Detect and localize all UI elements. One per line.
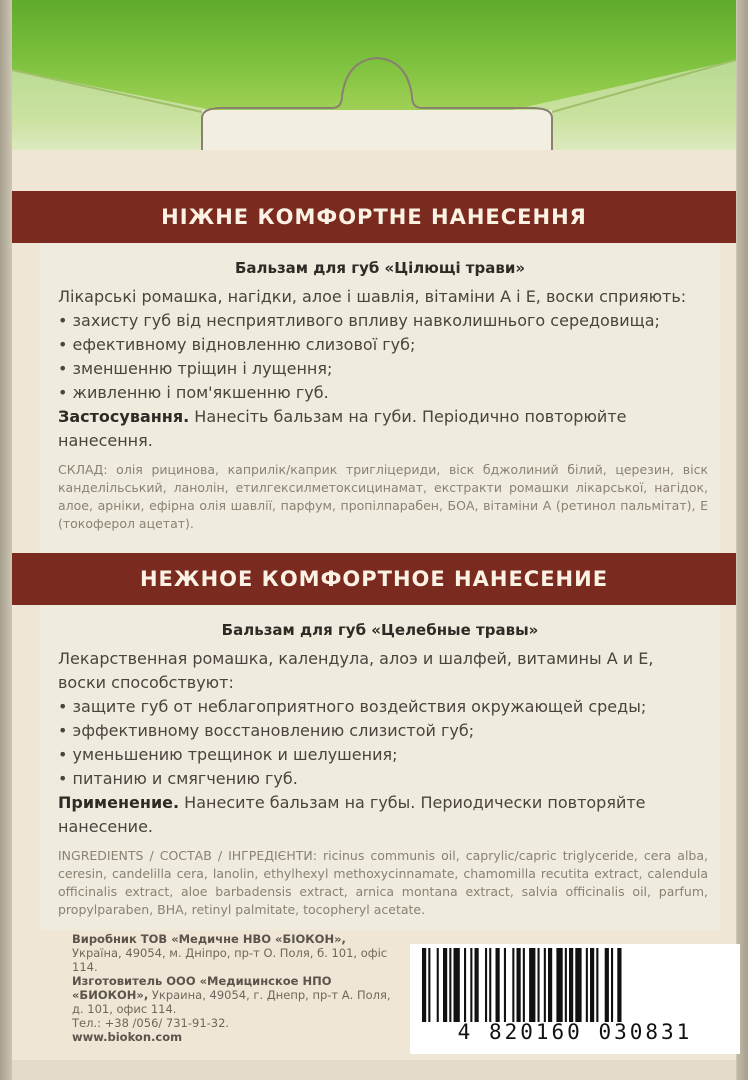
- list-item: • питанию и смягчению губ.: [58, 767, 706, 791]
- barcode-bar: [569, 948, 573, 1022]
- list-item: • защите губ от неблагоприятного воздействия окружающей среды;: [58, 695, 706, 719]
- barcode-bar: [489, 948, 491, 1022]
- barcode-bar: [605, 948, 609, 1022]
- barcode-bar: [517, 948, 521, 1022]
- barcode-bar: [617, 948, 621, 1022]
- barcode: [410, 944, 740, 1054]
- barcode-bar: [496, 948, 500, 1022]
- ru-description: [58, 647, 706, 839]
- barcode-bar: [556, 948, 562, 1022]
- barcode-bar: [449, 948, 451, 1022]
- barcode-bar: [611, 948, 613, 1022]
- barcode-bar: [575, 948, 581, 1022]
- phone: Тел.: +38 /056/ 731-91-32.: [72, 1016, 230, 1030]
- green-header: [12, 0, 736, 150]
- manufacturer-info: [72, 932, 392, 1030]
- barcode-bar: [529, 948, 535, 1022]
- box-left-edge: [0, 0, 12, 1080]
- ru-usage: [58, 791, 706, 839]
- ua-usage-text: Нанесіть бальзам на губи. Періодично повторюйте нанесення.: [58, 407, 627, 450]
- barcode-bar: [544, 948, 546, 1022]
- ru-intro: Лекарственная ромашка, календула, алоэ и шалфей, витамины А и Е, воски способствуют:: [58, 649, 654, 692]
- list-item: • живленню і пом'якшенню губ.: [58, 381, 706, 405]
- barcode-bar: [470, 948, 472, 1022]
- ru-manufacturer-address: Украина, 49054, г. Днепр, пр-т А. Поля, д. 101, офис 114.: [72, 988, 391, 1016]
- barcode-bar: [586, 948, 588, 1022]
- ru-benefits-list: [58, 695, 706, 791]
- barcode-bar: [596, 948, 598, 1022]
- list-item: • эффективному восстановлению слизистой губ;: [58, 719, 706, 743]
- website: www.biokon.com: [72, 1030, 183, 1044]
- ingredients-list: INGREDIENTS / СОСТАВ / ІНГРЕДІЄНТИ: ricinus communis oil, caprylic/capric triglyceride, cera alba, ceresin, candelilla cera, lanolin, ethylhexyl methoxycinnamate, chamomilla recutita extract, calendula officinalis extract, aloe barbadensis extract, arnica montana extract, salvia officinalis oil, parfum, propylparaben, BHA, retinyl palmitate, tocopheryl acetate.: [58, 848, 708, 917]
- ua-benefits-list: [58, 309, 706, 405]
- barcode-bar: [590, 948, 594, 1022]
- ua-product-title: Бальзам для губ «Цілющі трави»: [234, 259, 526, 277]
- barcode-bar: [428, 948, 430, 1022]
- barcode-bar: [454, 948, 460, 1022]
- barcode-bar: [523, 948, 525, 1022]
- ua-manufacturer-label: Виробник ТОВ «Медичне НВО «БІОКОН»,: [72, 932, 346, 946]
- barcode-bar: [512, 948, 514, 1022]
- ua-intro: Лікарські ромашка, нагідки, алое і шавлія, вітаміни А і Е, воски сприяють:: [58, 287, 687, 306]
- barcode-number: 4 820160 030831: [457, 1020, 693, 1044]
- ua-usage: [58, 405, 706, 453]
- list-item: • захисту губ від несприятливого впливу навколишнього середовища;: [58, 309, 706, 333]
- barcode-bar: [548, 948, 552, 1022]
- ru-usage-text: Нанесите бальзам на губы. Периодически повторяйте нанесение.: [58, 793, 646, 836]
- ua-usage-label: Застосування.: [58, 407, 190, 426]
- list-item: • уменьшению трещинок и шелушения;: [58, 743, 706, 767]
- box-right-edge: [734, 0, 748, 1080]
- ru-manufacturer-label: Изготовитель ООО «Медицинское НПО «БИОКОН»,: [72, 974, 332, 1002]
- ru-product-title: Бальзам для губ «Целебные травы»: [221, 621, 539, 639]
- barcode-bar: [485, 948, 487, 1022]
- barcode-bar: [464, 948, 466, 1022]
- barcode-bar: [538, 948, 540, 1022]
- list-item: • ефективному відновленню слизової губ;: [58, 333, 706, 357]
- package-back: [12, 0, 736, 1080]
- ru-heading: НЕЖНОЕ КОМФОРТНОЕ НАНЕСЕНИЕ: [12, 553, 736, 605]
- ua-description: [58, 285, 706, 453]
- ua-manufacturer-address: Україна, 49054, м. Дніпро, пр-т О. Поля, б. 101, офіс 114.: [72, 946, 388, 974]
- box-bottom-flap: [12, 1060, 736, 1080]
- barcode-bars: [418, 948, 738, 1022]
- barcode-bar: [504, 948, 506, 1022]
- ua-panel: [40, 243, 720, 553]
- list-item: • зменшенню тріщин і лущення;: [58, 357, 706, 381]
- ua-heading: НІЖНЕ КОМФОРТНЕ НАНЕСЕННЯ: [12, 191, 736, 243]
- ru-panel: [40, 605, 720, 930]
- barcode-bar: [475, 948, 479, 1022]
- barcode-bar: [437, 948, 439, 1022]
- barcode-bar: [565, 948, 567, 1022]
- barcode-bar: [422, 948, 426, 1022]
- ua-composition: СКЛАД: олія рицинова, каприлік/каприк тригліцериди, віск бджолиний білий, церезин, віск канделільський, ланолін, етилгексилметоксицинамат, екстракти ромашки лікарської, нагідок, алое, арніки, ефірна олія шавлії, парфум, пропілпарабен, БОА, вітаміни А (ретинол пальмітат), Е (токоферол ацетат).: [58, 462, 708, 531]
- ru-usage-label: Применение.: [58, 793, 180, 812]
- barcode-bar: [443, 948, 447, 1022]
